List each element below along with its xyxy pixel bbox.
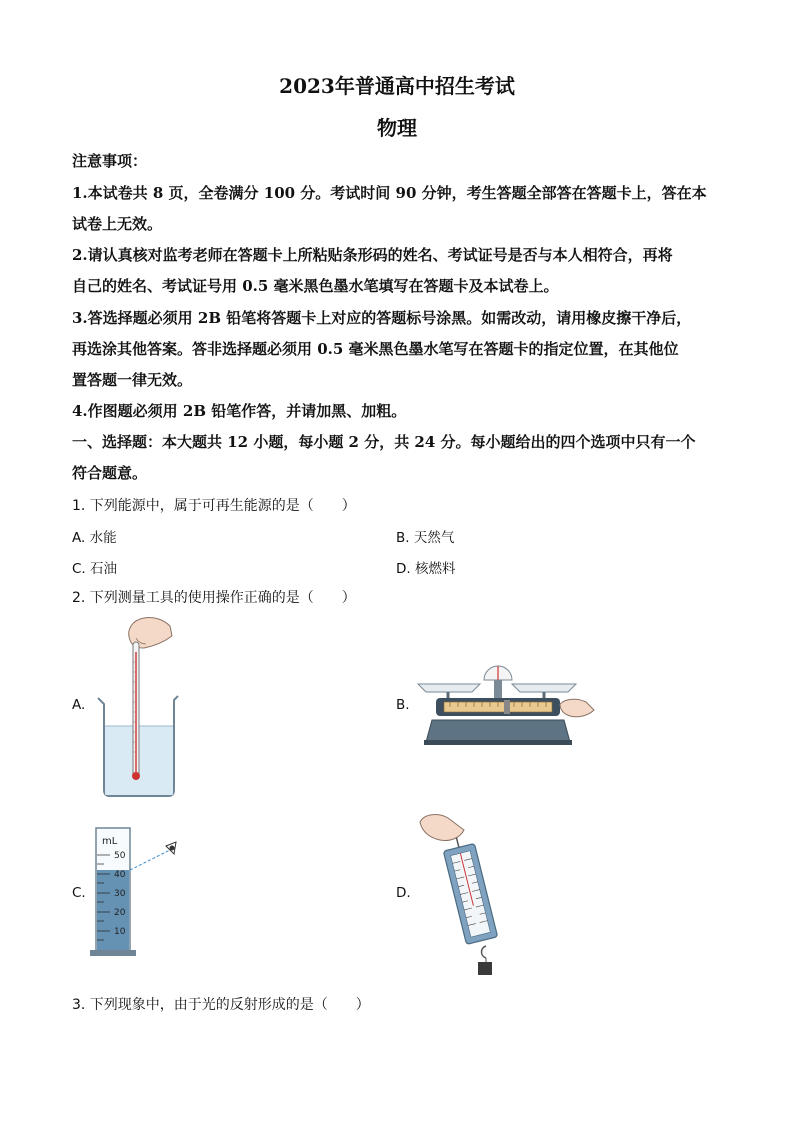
cylinder-tick-10: 10 (114, 927, 126, 937)
notice-line-2: 试卷上无效。 (72, 215, 163, 233)
subject-title: 物理 (377, 116, 417, 140)
balance-scale-figure (414, 660, 598, 748)
notice-line-5: 3.答选择题必须用 2B 铅笔将答题卡上对应的答题标号涂黑。如需改动，请用橡皮擦干净后， (72, 309, 692, 327)
section1-line-1: 一、选择题：本大题共 12 小题，每小题 2 分，共 24 分。每小题给出的四个选项中只有一个 (72, 433, 696, 451)
notice-line-7: 置答题一律无效。 (72, 371, 193, 389)
q1-option-b[interactable]: B. 天然气 (396, 530, 455, 546)
q1-option-d[interactable]: D. 核燃料 (396, 561, 456, 577)
cylinder-tick-40: 40 (114, 870, 126, 880)
q3-stem: 3. 下列现象中，由于光的反射形成的是（ ） (72, 997, 370, 1013)
cylinder-unit-label: mL (102, 836, 118, 847)
scale-base-icon (426, 720, 570, 742)
exam-title: 2023年普通高中招生考试 (279, 74, 515, 98)
notice-heading: 注意事项： (72, 152, 148, 170)
eye-icon (166, 842, 176, 854)
q2-stem: 2. 下列测量工具的使用操作正确的是（ ） (72, 590, 356, 606)
right-pan-icon (512, 684, 576, 692)
q1-option-c[interactable]: C. 石油 (72, 561, 118, 577)
q2-option-b[interactable]: B. (396, 697, 410, 713)
section1-line-2: 符合题意。 (72, 464, 148, 482)
hand-icon (420, 815, 464, 841)
spring-scale-figure (416, 810, 508, 978)
cylinder-tick-30: 30 (114, 889, 126, 899)
q2-option-c[interactable]: C. (72, 885, 86, 901)
graduated-cylinder-figure (86, 824, 190, 958)
notice-line-3: 2.请认真核对监考老师在答题卡上所粘贴条形码的姓名、考试证号是否与本人相符合，再将 (72, 246, 673, 264)
notice-line-4: 自己的姓名、考试证号用 0.5 毫米黑色墨水笔填写在答题卡及本试卷上。 (72, 277, 559, 295)
notice-line-1: 1.本试卷共 8 页，全卷满分 100 分。考试时间 90 分钟，考生答题全部答在答题卡上，答在本 (72, 184, 707, 202)
hand-icon (560, 699, 594, 717)
spring-scale-body-icon (441, 834, 498, 945)
weight-block-icon (478, 962, 492, 975)
cylinder-tick-50: 50 (114, 851, 126, 861)
thermometer-beaker-figure (92, 612, 192, 798)
hook-icon (482, 946, 487, 958)
q1-option-a[interactable]: A. 水能 (72, 530, 117, 546)
notice-line-8: 4.作图题必须用 2B 铅笔作答，并请加黑、加粗。 (72, 402, 407, 420)
q2-option-a[interactable]: A. (72, 697, 86, 713)
cylinder-tick-20: 20 (114, 908, 126, 918)
notice-line-6: 再选涂其他答案。答非选择题必须用 0.5 毫米黑色墨水笔写在答题卡的指定位置，在其他位 (72, 340, 679, 358)
q1-stem: 1. 下列能源中，属于可再生能源的是（ ） (72, 498, 356, 514)
q2-option-d[interactable]: D. (396, 885, 411, 901)
left-pan-icon (418, 684, 480, 692)
